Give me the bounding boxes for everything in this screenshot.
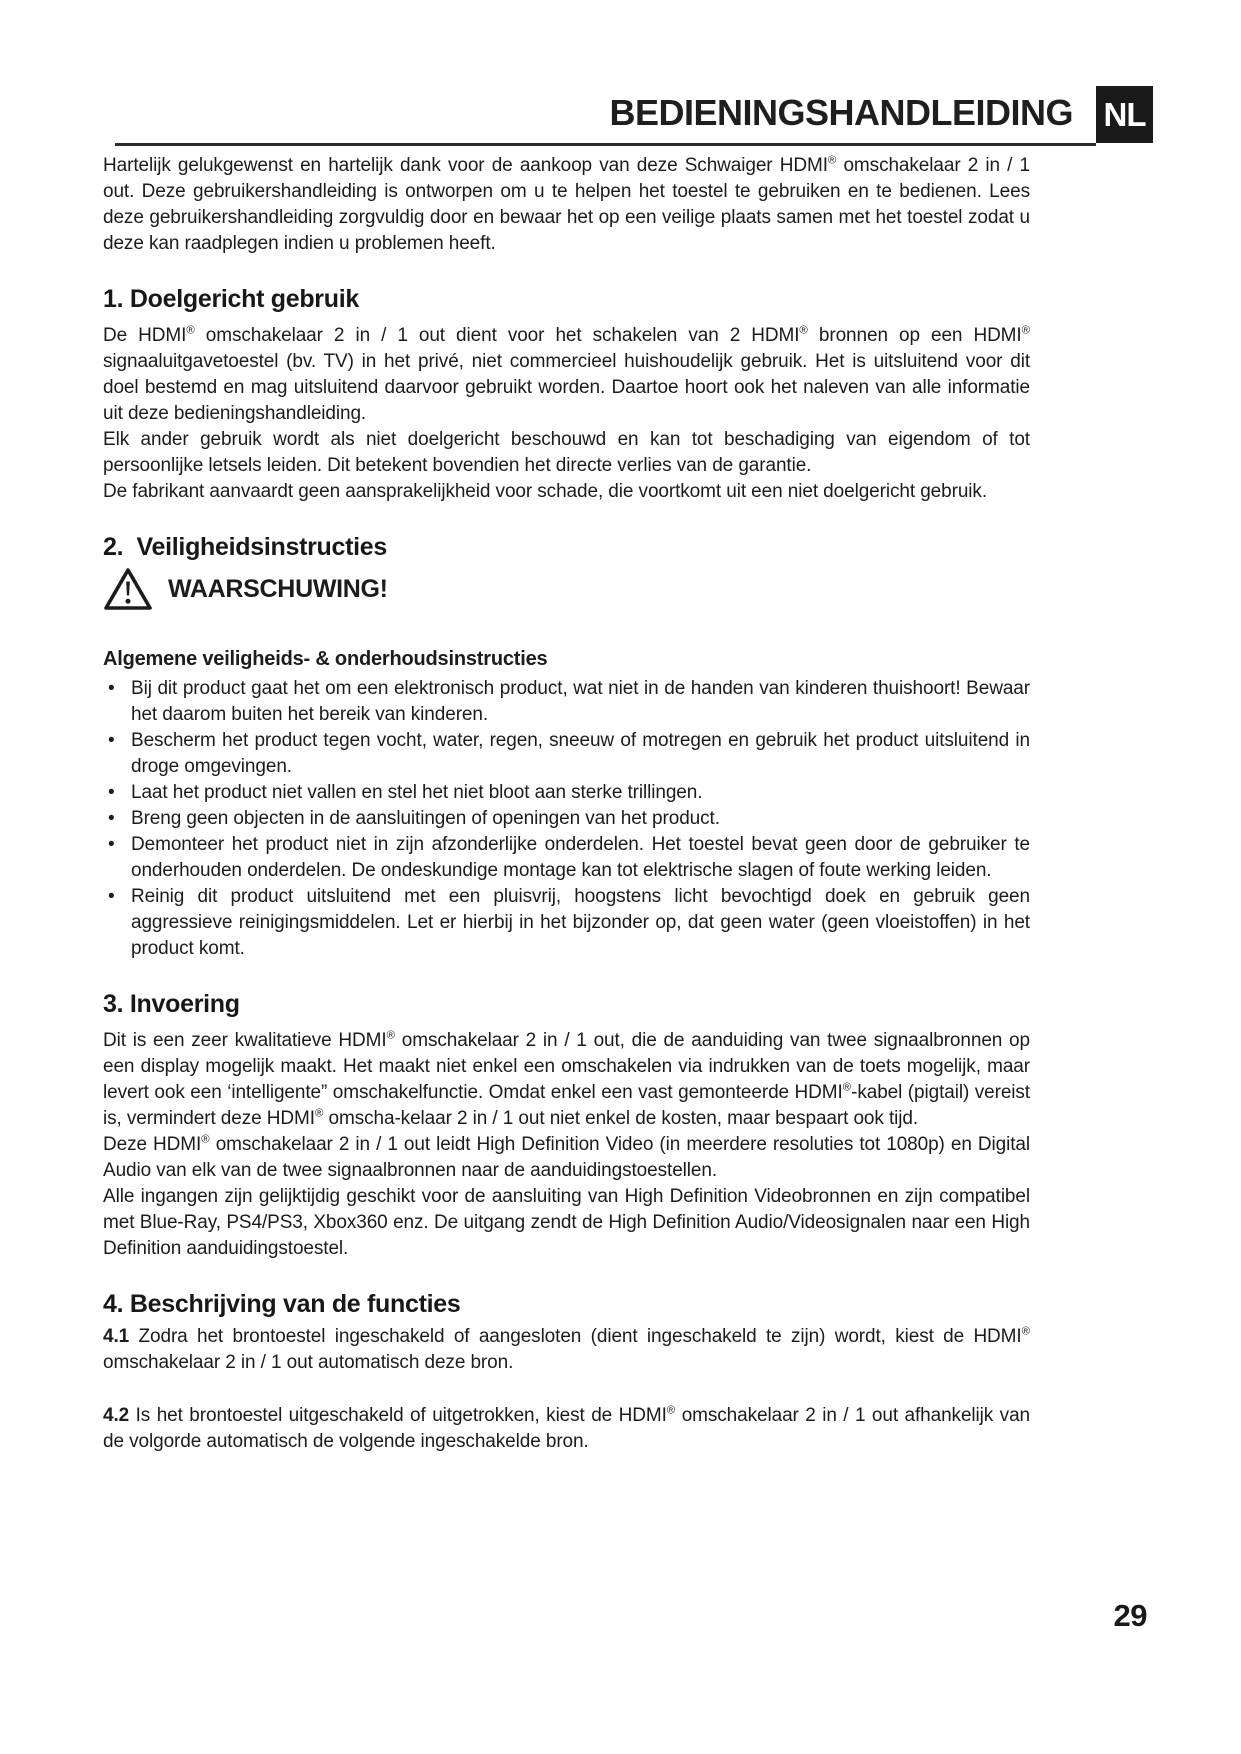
list-item: [103, 728, 1030, 780]
list-item: [103, 676, 1030, 728]
safety-subheading: Algemene veiligheids- & onderhoudsinstructies: [103, 648, 548, 670]
list-item: [103, 806, 1030, 832]
list-item-text: Breng geen objecten in de aansluitingen of openingen van het product.: [131, 808, 720, 829]
function-item-text: Is het brontoestel uitgeschakeld of uitgetrokken, kiest de HDMI® omschakelaar 2 in / 1 out afhankelijk van de volgorde automatisch de volgende ingeschakelde bron.: [103, 1404, 1030, 1452]
language-badge: NL: [1096, 86, 1153, 143]
paragraph: Deze HDMI® omschakelaar 2 in / 1 out leidt High Definition Video (in meerdere resoluties tot 1080p) en Digital Audio van elk van de twee signaalbronnen naar de aanduidingstoestellen.: [103, 1133, 1030, 1181]
bullet-icon: •: [108, 730, 115, 751]
page-number: 29: [1113, 1598, 1147, 1633]
paragraph: Alle ingangen zijn gelijktijdig geschikt voor de aansluiting van High Definition Videobronnen en zijn compatibel met Blue-Ray, PS4/PS3, Xbox360 enz. De uitgang zendt de High Definition Audio/Videosignalen naar een High Definition aanduidingstoestel.: [103, 1186, 1030, 1259]
warning-label: WAARSCHUWING!: [168, 574, 388, 603]
section-heading-introduction: 3. Invoering: [103, 990, 240, 1018]
list-item-text: Demonteer het product niet in zijn afzonderlijke onderdelen. Het toestel bevat geen door de gebruiker te onderhouden onderdelen. De ondeskundige montage kan tot elektrische slagen of foute werking leiden.: [131, 834, 1030, 881]
list-item-text: Bescherm het product tegen vocht, water, regen, sneeuw of motregen en gebruik het product uitsluitend in droge omgevingen.: [131, 730, 1030, 777]
paragraph: Elk ander gebruik wordt als niet doelgericht beschouwd en kan tot beschadiging van eigendom of tot persoonlijke letsels leiden. Dit betekent bovendien het directe verlies van de garantie.: [103, 429, 1030, 476]
paragraph: Dit is een zeer kwalitatieve HDMI® omschakelaar 2 in / 1 out, die de aanduiding van twee signaalbronnen op een display mogelijk maakt. Het maakt niet enkel een omschakelen via indrukken van de toets mogelijk, maar levert ook een ‘intelligente” omschakelfunctie. Omdat enkel een vast gemonteerde HDMI®-kabel (pigtail) vereist is, vermindert deze HDMI® omscha-kelaar 2 in / 1 out niet enkel de kosten, maar bespaart ook tijd.: [103, 1029, 1030, 1129]
section-heading-functions: 4. Beschrijving van de functies: [103, 1290, 461, 1318]
function-item-41: [103, 1324, 1030, 1376]
paragraph: De fabrikant aanvaardt geen aansprakelijkheid voor schade, die voortkomt uit een niet doelgericht gebruik.: [103, 481, 987, 502]
function-item-42: [103, 1403, 1030, 1455]
safety-bullet-list: [103, 676, 1030, 962]
list-item: [103, 832, 1030, 884]
section-heading-safety: 2. Veiligheidsinstructies: [103, 533, 387, 561]
bullet-icon: •: [108, 782, 115, 803]
function-item-text: Zodra het brontoestel ingeschakeld of aangesloten (dient ingeschakeld te zijn) wordt, kiest de HDMI® omschakelaar 2 in / 1 out automatisch deze bron.: [103, 1325, 1030, 1373]
paragraph: De HDMI® omschakelaar 2 in / 1 out dient voor het schakelen van 2 HDMI® bronnen op een HDMI® signaaluitgavetoestel (bv. TV) in het privé, niet commercieel huishoudelijk gebruik. Het is uitsluitend voor dit doel bestemd en mag uitsluitend daarvoor gebruikt worden. Daartoe hoort ook het naleven van alle informatie uit deze bedieningshandleiding.: [103, 324, 1030, 424]
function-item-label: 4.2: [103, 1405, 130, 1426]
intro-paragraph: Hartelijk gelukgewenst en hartelijk dank voor de aankoop van deze Schwaiger HDMI® omschakelaar 2 in / 1 out. Deze gebruikershandleiding is ontworpen om u te helpen het toestel te gebruiken en te bedienen. Lees deze gebruikershandleiding zorgvuldig door en bewaar het op een veilige plaats samen met het toestel zodat u deze kan raadplegen indien u problemen heeft.: [103, 154, 1030, 254]
bullet-icon: •: [108, 678, 115, 699]
list-item-text: Reinig dit product uitsluitend met een pluisvrij, hoogstens licht bevochtigd doek en gebruik geen aggressieve reinigingsmiddelen. Let er hierbij in het bijzonder op, dat geen water (geen vloeistoffen) in het product komt.: [131, 886, 1030, 959]
warning-triangle-icon: [103, 567, 153, 611]
warning-banner: [103, 567, 1030, 611]
page-content: [103, 146, 1030, 1455]
bullet-icon: •: [108, 886, 115, 907]
bullet-icon: •: [108, 834, 115, 855]
page-title: BEDIENINGSHANDLEIDING: [609, 92, 1073, 133]
list-item: [103, 884, 1030, 962]
list-item-text: Laat het product niet vallen en stel het niet bloot aan sterke trillingen.: [131, 782, 703, 803]
list-item-text: Bij dit product gaat het om een elektronisch product, wat niet in de handen van kinderen thuishoort! Bewaar het daarom buiten het bereik van kinderen.: [131, 678, 1030, 725]
bullet-icon: •: [108, 808, 115, 829]
section-heading-intended-use: 1. Doelgericht gebruik: [103, 285, 359, 313]
function-item-label: 4.1: [103, 1326, 130, 1347]
list-item: [103, 780, 1030, 806]
